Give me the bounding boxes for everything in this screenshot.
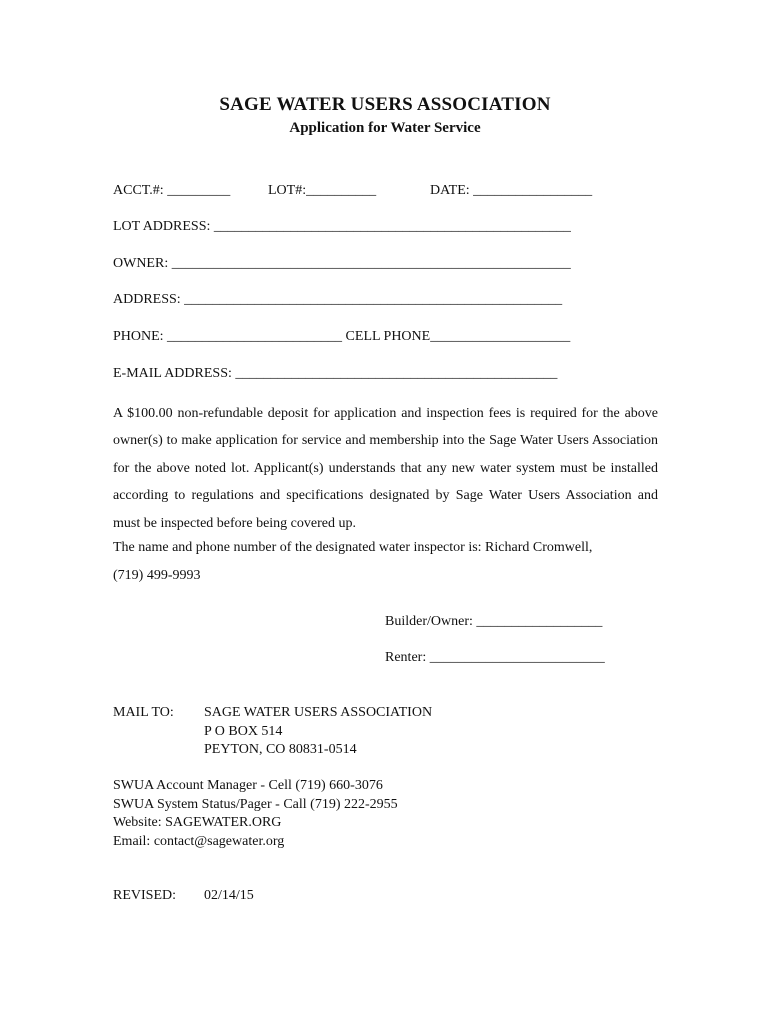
- revised-label: REVISED:: [113, 888, 176, 903]
- account-manager-contact: SWUA Account Manager - Cell (719) 660-3076: [113, 778, 383, 793]
- contact-info: [113, 777, 398, 851]
- phone-cell-phone-field[interactable]: PHONE: _________________________ CELL PHONE____________________: [113, 329, 571, 344]
- mail-to-label: MAIL TO:: [113, 705, 174, 720]
- lot-field[interactable]: LOT#:__________: [268, 183, 377, 198]
- mailing-address-line-2: P O BOX 514: [204, 723, 283, 739]
- deposit-paragraph: A $100.00 non-refundable deposit for application and inspection fees is required for the above owner(s) to make application for service and membership into the Sage Water Users Association for the above noted lot. Applicant(s) understands that any new water system must be installed according to regulations and specifications designated by Sage Water Users Association and must be inspected before being covered up.: [113, 406, 658, 531]
- acct-field[interactable]: ACCT.#: _________: [113, 183, 231, 198]
- mailing-address-line-3: PEYTON, CO 80831-0514: [204, 742, 357, 757]
- lot-address-field[interactable]: LOT ADDRESS: ___________________________________________________: [113, 219, 571, 234]
- email-address-field[interactable]: E-MAIL ADDRESS: ______________________________________________: [113, 366, 558, 381]
- mailing-address-line-1: SAGE WATER USERS ASSOCIATION: [204, 705, 433, 720]
- form-subtitle: Application for Water Service: [289, 120, 481, 136]
- inspector-line: The name and phone number of the designated water inspector is: Richard Cromwell,: [113, 540, 593, 555]
- website-contact: Website: SAGEWATER.ORG: [113, 815, 282, 830]
- renter-signature-field[interactable]: Renter: _________________________: [385, 650, 605, 665]
- address-field[interactable]: ADDRESS: ______________________________________________________: [113, 292, 563, 307]
- owner-field[interactable]: OWNER: _________________________________________________________: [113, 256, 571, 271]
- email-contact: Email: contact@sagewater.org: [113, 833, 285, 849]
- mailing-address: [204, 704, 432, 760]
- system-status-contact: SWUA System Status/Pager - Call (719) 222-2955: [113, 796, 398, 812]
- builder-owner-signature-field[interactable]: Builder/Owner: __________________: [385, 614, 603, 629]
- date-field[interactable]: DATE: _________________: [430, 183, 593, 198]
- revised-date: 02/14/15: [204, 888, 254, 903]
- inspector-phone: (719) 499-9993: [113, 568, 201, 583]
- form-title: SAGE WATER USERS ASSOCIATION: [219, 94, 551, 115]
